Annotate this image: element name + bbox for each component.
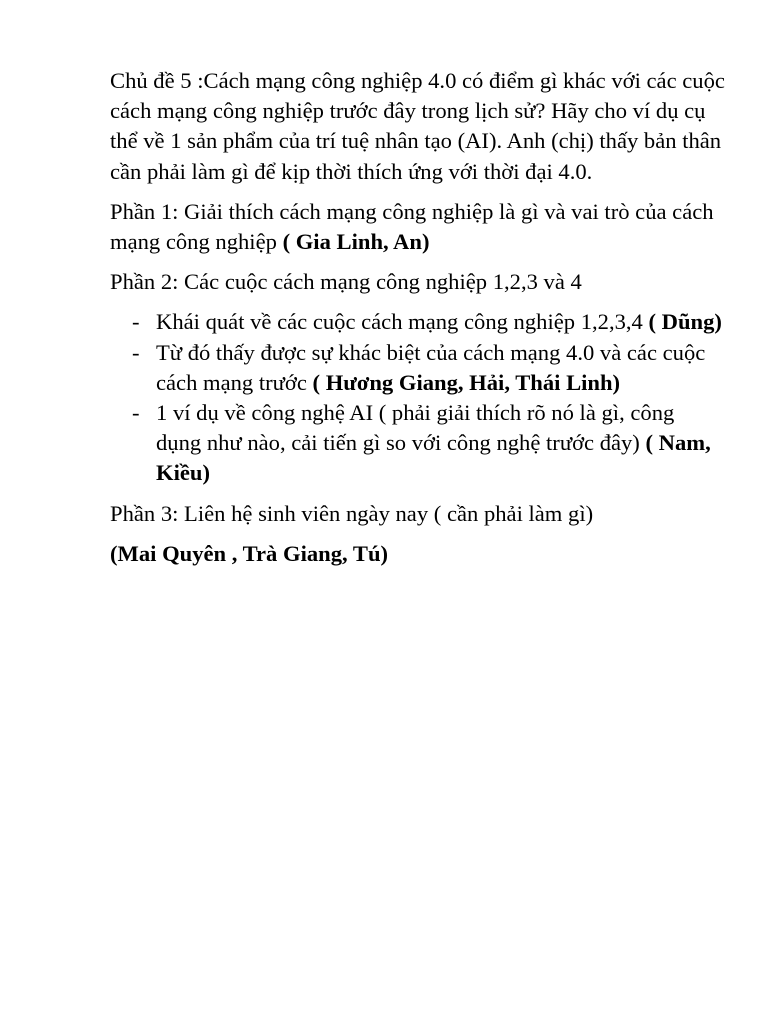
part1-members: ( Gia Linh, An) (282, 229, 430, 255)
part2-list (110, 307, 725, 488)
list-item-text: Khái quát về các cuộc cách mạng công nghiệp 1,2,3,4 (156, 309, 649, 335)
topic-paragraph: Chủ đề 5 :Cách mạng công nghiệp 4.0 có điểm gì khác với các cuộc cách mạng công nghiệp trước đây trong lịch sử? Hãy cho ví dụ cụ thể về 1 sản phẩm của trí tuệ nhân tạo (AI). Anh (chị) thấy bản thân cần phải làm gì để kịp thời thích ứng với thời đại 4.0. (110, 68, 725, 184)
list-item (110, 398, 725, 489)
part2-heading: Phần 2: Các cuộc cách mạng công nghiệp 1,2,3 và 4 (110, 269, 582, 295)
list-item-members: ( Dũng) (648, 309, 722, 335)
part3-heading: Phần 3: Liên hệ sinh viên ngày nay ( cần phải làm gì) (110, 500, 594, 526)
list-item-text: Từ đó thấy được sự khác biệt của cách mạng 4.0 và các cuộc cách mạng trước (156, 339, 706, 395)
bullet-dash: - (132, 339, 140, 365)
list-item-members: ( Nam, Kiều) (156, 430, 711, 486)
part1-text: Phần 1: Giải thích cách mạng công nghiệp là gì và vai trò của cách mạng công nghiệp (110, 198, 714, 255)
bullet-dash: - (132, 309, 140, 335)
document-page (110, 66, 725, 569)
list-item-text: 1 ví dụ về công nghệ AI ( phải giải thích rõ nó là gì, công dụng như nào, cải tiến gì so với công nghệ trước đây) (156, 400, 675, 456)
list-item (110, 338, 725, 398)
list-item (110, 307, 725, 337)
part3-members: (Mai Quyên , Trà Giang, Tú) (110, 540, 389, 566)
part3-members-paragraph (110, 539, 725, 569)
part1-paragraph (110, 197, 725, 257)
bullet-dash: - (132, 400, 140, 426)
list-item-members: ( Hương Giang, Hải, Thái Linh) (312, 369, 621, 395)
